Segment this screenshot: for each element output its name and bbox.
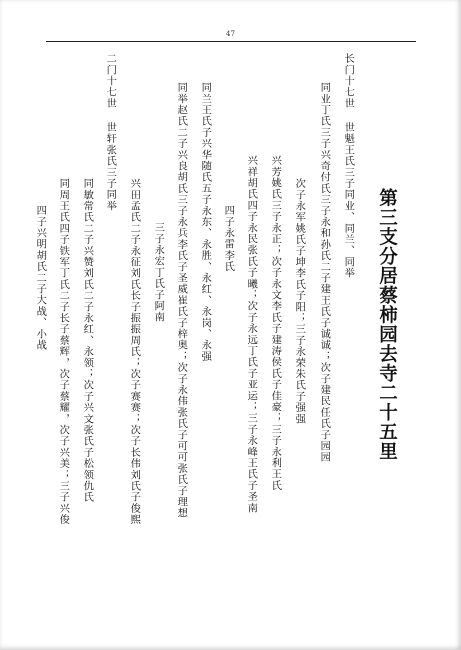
genealogy-line-9: 三子永宏丁氏子阿南 (152, 222, 165, 323)
genealogy-line-12: 同敏常氏二子兴赞刘氏二子永红、永领；次子兴文张氏子松领仇氏 (81, 178, 94, 503)
genealogy-line-6: 四子永雷李氏 (222, 205, 235, 273)
header-rule (46, 41, 416, 42)
genealogy-line-1: 长门十七世 世魁王氏三子同业、同兰、同举 (342, 53, 355, 279)
page-number: 47 (226, 30, 235, 38)
genealogy-line-5: 兴祥胡氏四子永民张氏子曦；次子永远丁氏子亚运；三子永峰王氏子圣南 (245, 155, 258, 514)
genealogy-line-13: 同周王氏四子铁军丁氏二子长子蔡辉，次子蔡耀，次子兴美；三子兴俊 (57, 178, 70, 526)
genealogy-line-14: 四子兴明胡氏二子大战、小战 (34, 205, 47, 351)
genealogy-line-10: 兴田孟氏二子永征刘氏长子振振周氏；次子赛赛；次子长伟刘氏子俊熙 (128, 178, 141, 526)
genealogy-line-2: 同业丁氏三子兴奇付氏三子永和孙氏二子建王氏子诚诚；次子建民任氏子园园 (318, 82, 331, 463)
genealogy-line-3: 次子永军姚氏子坤李氏子阳；三子永荣朱氏子强强 (293, 178, 306, 425)
genealogy-line-8: 同举赵氏二子兴良胡氏三子永兵李氏子圣威崔氏子梓奥；次子永伟张氏子可可张氏子理想 (175, 82, 188, 519)
genealogy-line-4: 兴芳姚氏三子永正；次子永文李氏子建涛侯氏子佳豪；三子永利王氏 (269, 155, 282, 491)
chapter-title: 第三支分居蔡柿园去寺二十五里 (376, 188, 398, 461)
genealogy-line-11: 二门十七世 世轩张氏三子同举 (104, 53, 117, 212)
genealogy-line-7: 同兰王氏子兴华随氏五子永东、永胜、永红、永岗、永强 (199, 82, 212, 362)
